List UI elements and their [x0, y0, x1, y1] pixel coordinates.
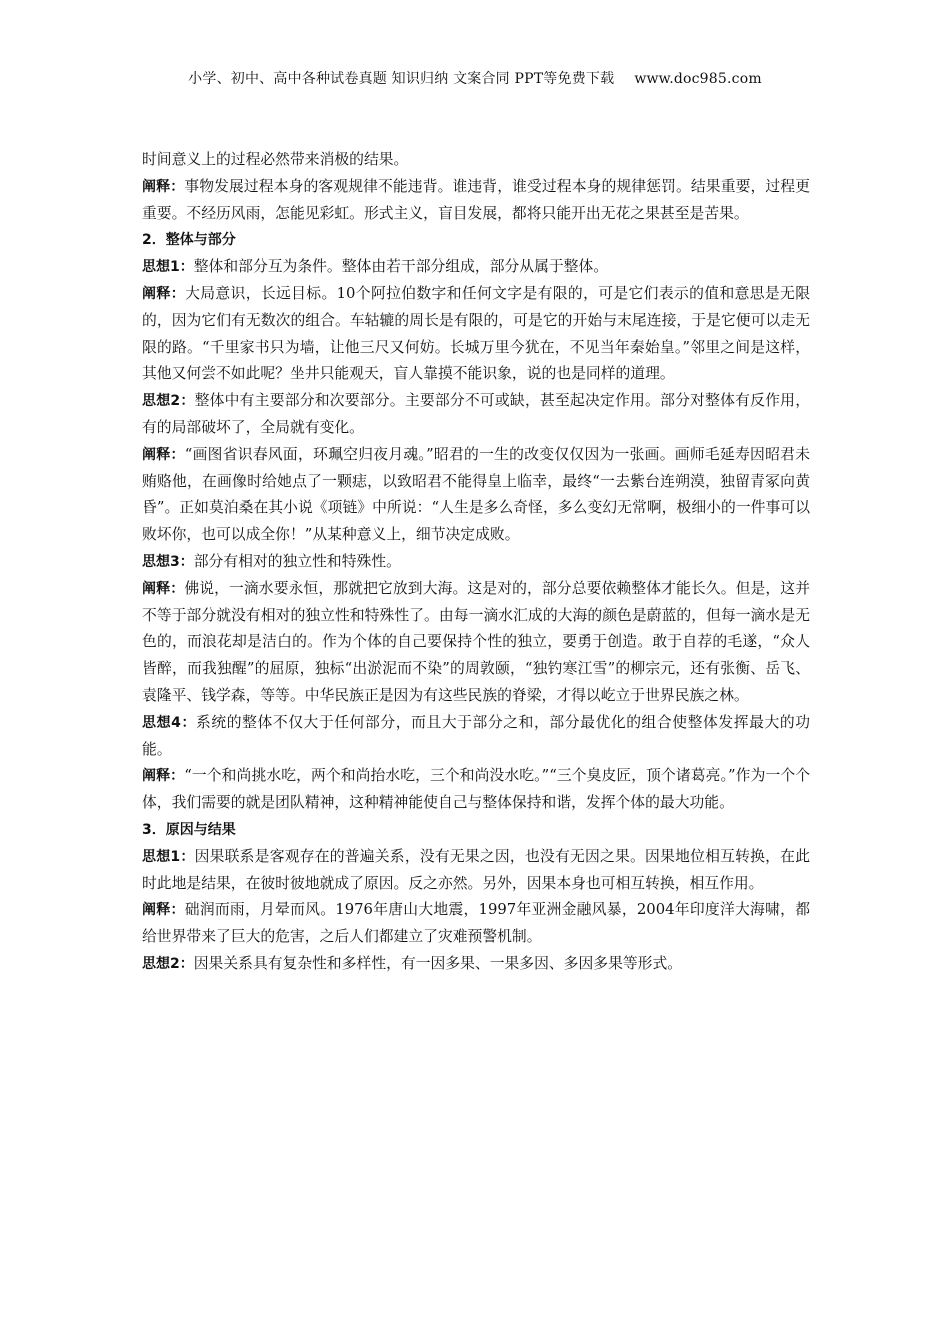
paragraph-thought: 思想2：整体中有主要部分和次要部分。主要部分不可或缺，甚至起决定作用。部分对整体有反作用，有的局部破坏了，全局就有变化。 — [142, 392, 810, 436]
paragraph-label: 阐释： — [142, 580, 185, 597]
paragraph-thought: 思想3：部分有相对的独立性和特殊性。 — [142, 552, 401, 570]
paragraph-thought: 思想4：系统的整体不仅大于任何部分，而且大于部分之和，部分最优化的组合使整体发挥最大的功能。 — [142, 713, 810, 758]
paragraph-explanation: 阐释：“一个和尚挑水吃，两个和尚抬水吃，三个和尚没水吃。”“三个臭皮匠，顶个诸葛亮。”作为一个个体，我们需要的就是团队精神，这种精神能使自己与整体保持和谐，发挥个体的最大功能。 — [142, 767, 811, 812]
header-tagline: 小学、初中、高中各种试卷真题 知识归纳 文案合同 PPT等免费下载 — [188, 71, 615, 87]
paragraph-label: 思想2： — [142, 393, 195, 410]
paragraph-label: 阐释： — [142, 768, 185, 785]
paragraph-label: 思想1： — [142, 259, 194, 276]
header-site-url: www.doc985.com — [634, 71, 762, 87]
paragraph-thought: 思想1：因果联系是客观存在的普遍关系，没有无果之因，也没有无因之果。因果地位相互转换，在此时此地是结果，在彼时彼地就成了原因。反之亦然。另外，因果本身也可相互转换，相互作用。 — [142, 847, 810, 892]
paragraph-explanation: 阐释：大局意识，长远目标。10个阿拉伯数字和任何文字是有限的，可是它们表示的值和意思是无限的，因为它们有无数次的组合。车轱辘的周长是有限的，可是它的开始与末尾连接，于是它便可以走无限的路。“千里家书只为墙，让他三尺又何妨。长城万里今犹在，不见当年秦始皇。”邻里之间是这样，其他又何尝不如此呢？坐井只能观天，盲人靠摸不能识象，说的也是同样的道理。 — [142, 284, 811, 383]
paragraph-thought: 思想1：整体和部分互为条件。整体由若干部分组成，部分从属于整体。 — [142, 258, 609, 276]
paragraph-label: 思想4： — [142, 714, 197, 731]
paragraph-explanation: 阐释：佛说，一滴水要永恒，那就把它放到大海。这是对的，部分总要依赖整体才能长久。但是，这并不等于部分就没有相对的独立性和特殊性了。由每一滴水汇成的大海的颜色是蔚蓝的，但每一滴水是无色的，而浪花却是洁白的。作为个体的自己要保持个性的独立，要勇于创造。敢于自荐的毛遂，“众人皆醉，而我独醒”的屈原，独标“出淤泥而不染”的周敦颐，“独钓寒江雪”的柳宗元，还有张衡、岳飞、袁隆平、钱学森，等等。中华民族正是因为有这些民族的脊梁，才得以屹立于世界民族之林。 — [142, 579, 810, 704]
paragraph-explanation: 阐释：础润而雨，月晕而风。1976年唐山大地震，1997年亚洲金融风暴，2004年印度洋大海啸，都给世界带来了巨大的危害，之后人们都建立了灾难预警机制。 — [142, 901, 810, 946]
page-header — [0, 68, 950, 88]
paragraph-label: 思想1： — [142, 848, 195, 865]
paragraph-label: 思想2： — [142, 955, 194, 972]
paragraph-label: 阐释： — [142, 178, 185, 195]
paragraph-continuation: 时间意义上的过程必然带来消极的结果。 — [142, 151, 409, 168]
section-heading-cause-and-effect: 3．原因与结果 — [142, 821, 236, 838]
paragraph-label: 思想3： — [142, 553, 194, 570]
section-heading-whole-and-part: 2．整体与部分 — [142, 232, 236, 249]
paragraph-explanation: 阐释：“画图省识春风面，环珮空归夜月魂。”昭君的一生的改变仅仅因为一张画。画师毛延寿因昭君未贿赂他，在画像时给她点了一颗痣，以致昭君不能得皇上临幸，最终“一去紫台连朔漠，独留青冢向黄昏”。正如莫泊桑在其小说《项链》中所说：“人生是多么奇怪，多么变幻无常啊，极细小的一件事可以败坏你，也可以成全你！”从某种意义上，细节决定成败。 — [142, 445, 811, 544]
paragraph-label: 阐释： — [142, 446, 185, 463]
paragraph-label: 阐释： — [142, 902, 185, 919]
paragraph-label: 阐释： — [142, 285, 186, 302]
document-body — [142, 147, 810, 978]
paragraph-thought: 思想2：因果关系具有复杂性和多样性，有一因多果、一果多因、多因多果等形式。 — [142, 954, 683, 972]
paragraph-explanation: 阐释：事物发展过程本身的客观规律不能违背。谁违背，谁受过程本身的规律惩罚。结果重要，过程更重要。不经历风雨，怎能见彩虹。形式主义，盲目发展，都将只能开出无花之果甚至是苦果。 — [142, 177, 810, 222]
